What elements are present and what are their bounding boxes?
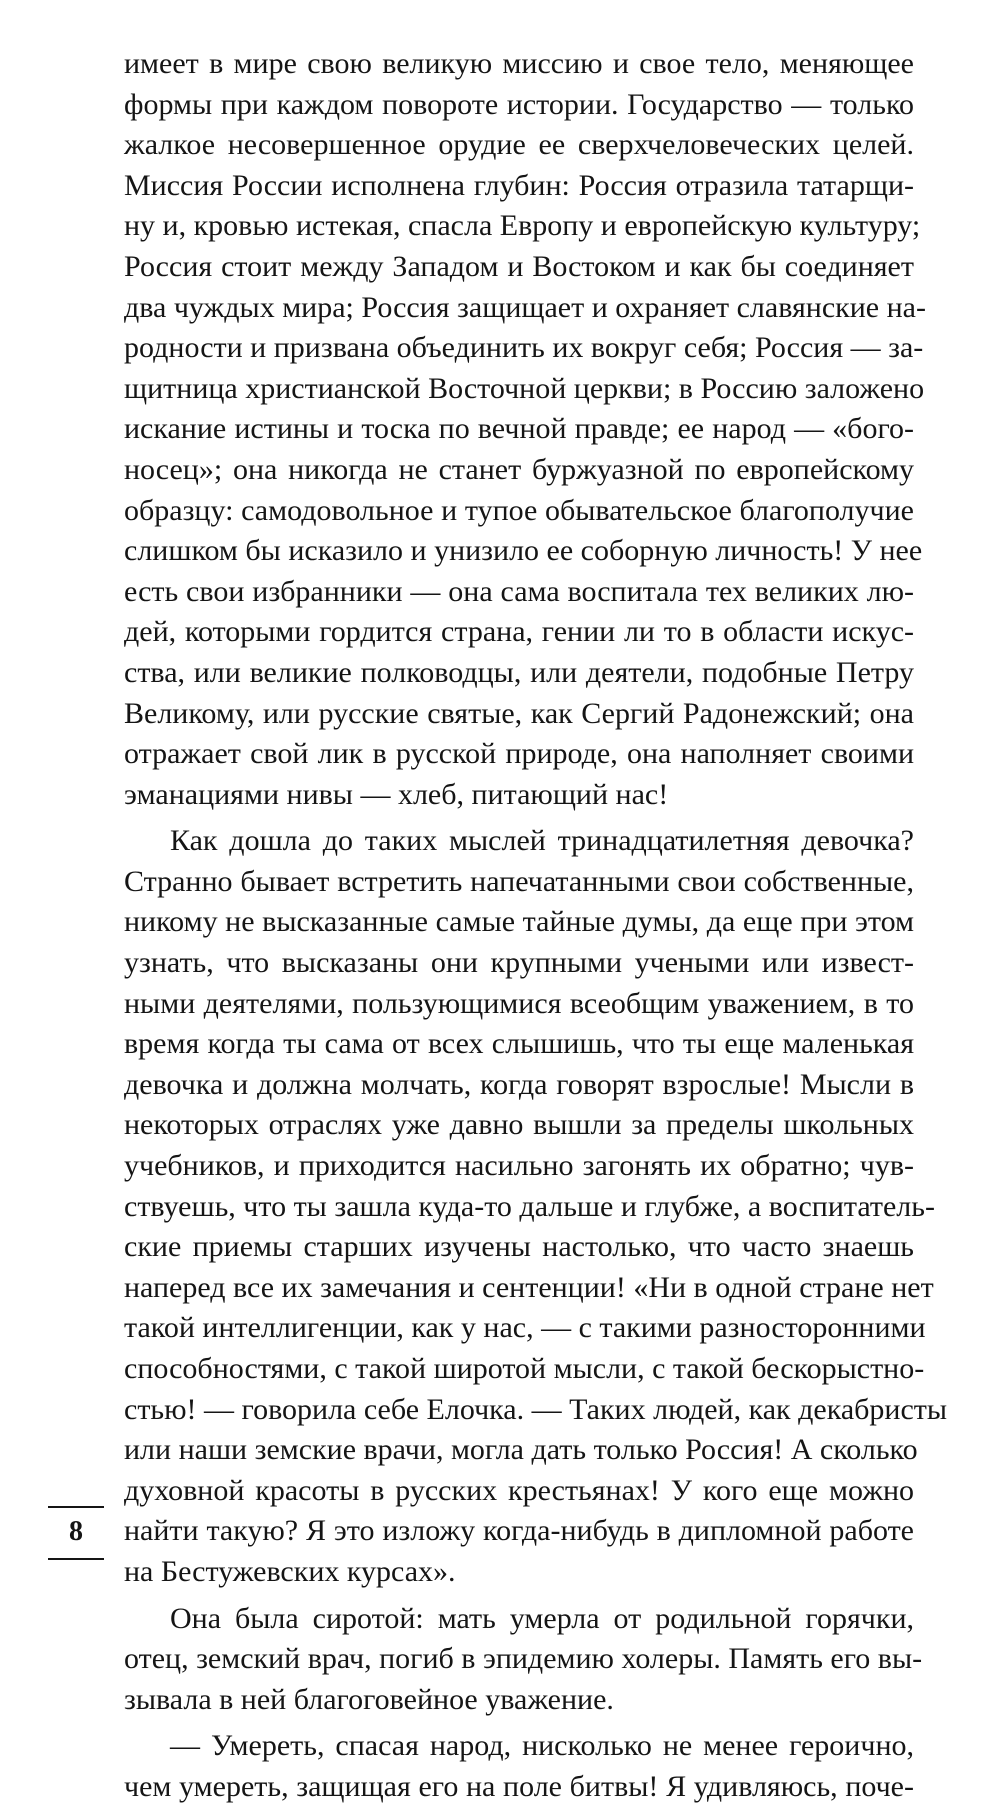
text-line: Странно бывает встретить напечатанными свои собственные, <box>124 864 914 898</box>
text-line: наперед все их замечания и сентенции! «Ни в одной стране нет <box>124 1270 934 1304</box>
text-line: найти такую? Я это изложу когда-нибудь в дипломной работе <box>124 1514 914 1548</box>
text-line: зывала в ней благоговейное уважение. <box>124 1682 614 1716</box>
page-number: 8 <box>69 1516 83 1547</box>
text-line: ну и, кровью истекая, спасла Европу и европейскую культуру; <box>124 209 921 243</box>
text-line: стью! — говорила себе Елочка. — Таких людей, как декабристы <box>124 1392 948 1426</box>
text-line: на Бестужевских курсах». <box>124 1554 456 1588</box>
text-line: образцу: самодовольное и тупое обывательское благополучие <box>124 493 914 527</box>
text-line: девочка и должна молчать, когда говорят взрослые! Мысли в <box>124 1067 914 1101</box>
text-line: Как дошла до таких мыслей тринадцатилетняя девочка? <box>170 824 914 858</box>
page-footer <box>48 1506 104 1566</box>
text-line: носец»; она никогда не станет буржуазной по европейскому <box>124 452 914 486</box>
text-line: Она была сиротой: мать умерла от родильной горячки, <box>170 1601 914 1635</box>
text-line: имеет в мире свою великую миссию и свое тело, меняющее <box>124 47 914 80</box>
text-line: духовной красоты в русских крестьянах! У кого еще можно <box>124 1473 914 1507</box>
text-line: отражает свой лик в русской природе, она наполняет своими <box>124 737 914 771</box>
text-line: ными деятелями, пользующимися всеобщим уважением, в то <box>124 986 914 1020</box>
text-line: или наши земские врачи, могла дать только Россия! А сколько <box>124 1433 918 1467</box>
text-line: Россия стоит между Западом и Востоком и как бы соединяет <box>124 249 914 283</box>
text-line: есть свои избранники — она сама воспитала тех великих лю- <box>124 574 914 608</box>
text-line: узнать, что высказаны они крупными учеными или извест- <box>124 946 914 980</box>
text-line: — Умереть, спасая народ, нисколько не менее героично, <box>170 1729 914 1763</box>
text-line: никому не высказанные самые тайные думы, да еще при этом <box>124 905 914 939</box>
text-line: два чуждых мира; Россия защищает и охраняет славянские на- <box>124 290 926 324</box>
text-line: дей, которыми гордится страна, гении ли то в области искус- <box>124 615 914 649</box>
text-line: родности и призвана объединить их вокруг себя; Россия — за- <box>124 331 924 365</box>
text-line: такой интеллигенции, как у нас, — с такими разносторонними <box>124 1311 926 1345</box>
text-line: искание истины и тоска по вечной правде; ее народ — «бого- <box>124 412 914 446</box>
text-line: ства, или великие полководцы, или деятели, подобные Петру <box>124 655 914 689</box>
text-line: учебников, и приходится насильно загонять их обратно; чув- <box>124 1149 914 1183</box>
text-line: жалкое несовершенное орудие ее сверхчеловеческих целей. <box>124 128 914 162</box>
text-line: отец, земский врач, погиб в эпидемию холеры. Память его вы- <box>124 1642 923 1676</box>
text-line: Великому, или русские святые, как Сергий Радонежский; она <box>124 696 914 730</box>
page-number-top-rule <box>48 1506 104 1508</box>
text-line: формы при каждом повороте истории. Государство — только <box>124 87 914 121</box>
text-line: ские приемы старших изучены настолько, что часто знаешь <box>124 1230 914 1264</box>
body-text <box>124 44 948 1808</box>
text-line: ствуешь, что ты зашла куда-то дальше и глубже, а воспитатель- <box>124 1189 935 1223</box>
text-line: эманациями нивы — хлеб, питающий нас! <box>124 777 669 811</box>
text-line: чем умереть, защищая его на поле битвы! Я удивляюсь, поче- <box>124 1769 914 1803</box>
text-line: слишком бы исказило и унизило ее соборную личность! У нее <box>124 534 923 568</box>
text-line: время когда ты сама от всех слышишь, что ты еще маленькая <box>124 1027 914 1061</box>
text-line: некоторых отраслях уже давно вышли за пределы школьных <box>124 1108 914 1142</box>
page-number-bottom-rule <box>48 1558 104 1560</box>
text-line: способностями, с такой широтой мысли, с такой бескорыстно- <box>124 1352 925 1385</box>
text-line: щитница христианской Восточной церкви; в Россию заложено <box>124 371 925 405</box>
text-line: Миссия России исполнена глубин: Россия отразила татарщи- <box>124 168 914 202</box>
